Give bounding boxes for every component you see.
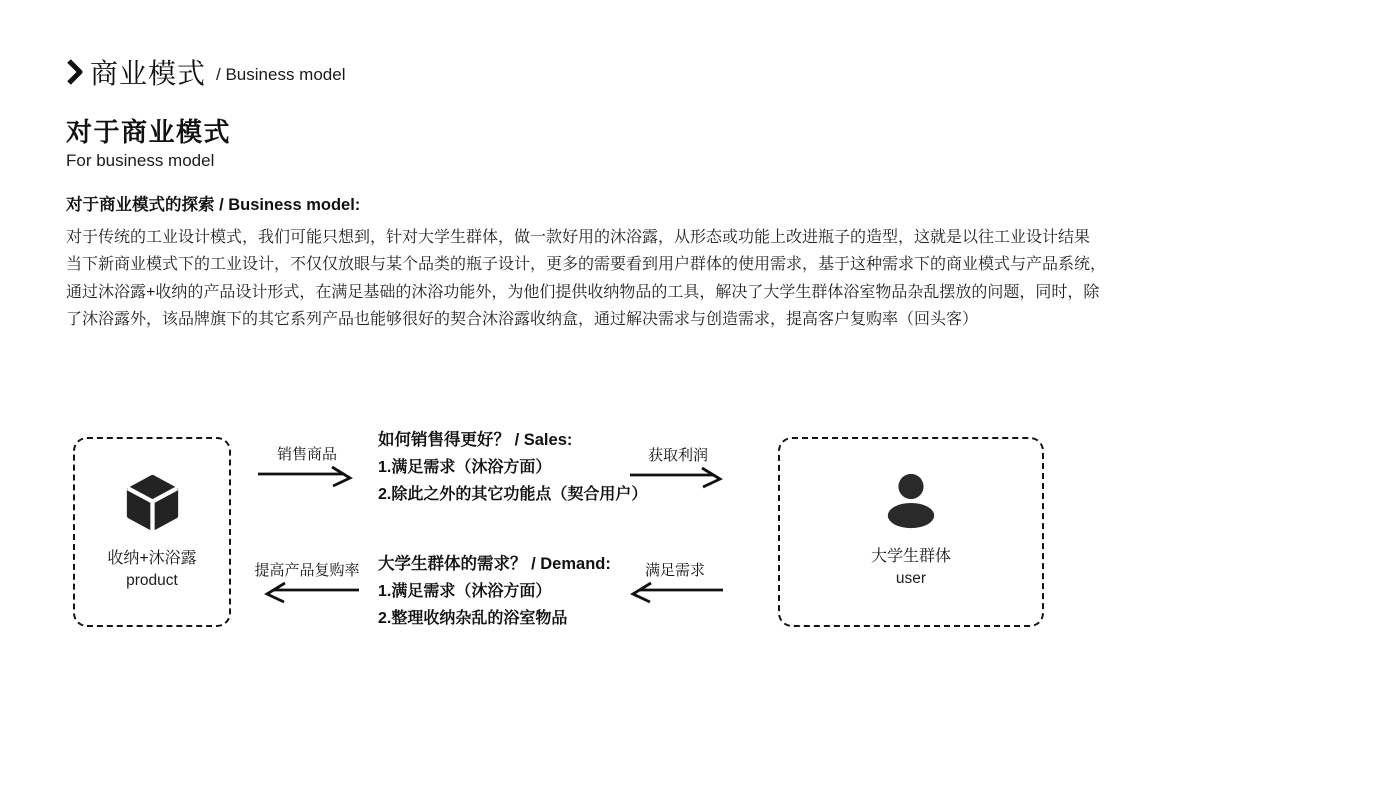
paragraph-line: 对于传统的工业设计模式，我们可能只想到，针对大学生群体，做一款好用的沐浴露，从形态或功能上改进瓶子的造型，这就是以往工业设计结果 xyxy=(66,229,1091,246)
paragraph-line: 当下新商业模式下的工业设计，不仅仅放眼与某个品类的瓶子设计，更多的需要看到用户群体的使用需求，基于这种需求下的商业模式与产品系统， xyxy=(66,256,1107,274)
sales-item: 1.满足需求（沐浴方面） xyxy=(378,459,552,476)
arrow-left-icon xyxy=(626,581,724,604)
demand-title: 大学生群体的需求？ / Demand: xyxy=(378,555,611,573)
product-box-label-zh: 收纳+沐浴露 xyxy=(107,550,197,567)
cube-icon xyxy=(124,473,181,530)
product-box-label-en: product xyxy=(126,572,178,589)
arrow-sell-label: 销售商品 xyxy=(276,446,337,463)
arrow-sell-goods xyxy=(257,446,357,488)
user-box-label-zh: 大学生群体 xyxy=(870,548,951,565)
arrow-raise-repurchase xyxy=(250,562,364,604)
paragraph-heading: 对于商业模式的探索 / Business model: xyxy=(66,196,361,214)
header-title-en: / Business model xyxy=(216,65,346,84)
arrow-repurchase-label: 提高产品复购率 xyxy=(254,562,360,579)
body-paragraph xyxy=(66,191,1106,334)
sales-item: 2.除此之外的其它功能点（契合用户） xyxy=(378,486,648,503)
demand-item: 2.整理收纳杂乱的浴室物品 xyxy=(378,610,568,627)
page-header xyxy=(64,52,345,92)
user-box-label xyxy=(871,545,951,590)
paragraph-line: 通过沐浴露+收纳的产品设计形式，在满足基础的沐浴功能外，为他们提供收纳物品的工具，解决了大学生群体浴室物品杂乱摆放的问题，同时，除 xyxy=(66,283,1100,301)
section-title: 对于商业模式 xyxy=(66,117,232,147)
paragraph-line: 了沐浴露外，该品牌旗下的其它系列产品也能够很好的契合沐浴露收纳盒，通过解决需求与创造需求，提高客户复购率（回头客） xyxy=(66,311,979,329)
user-box xyxy=(778,437,1044,627)
arrow-right-icon xyxy=(257,465,357,488)
sales-block xyxy=(378,427,647,508)
person-icon xyxy=(880,472,942,532)
user-box-label-en: user xyxy=(895,570,927,587)
header-title-zh: 商业模式 xyxy=(90,58,207,89)
chevron-right-icon xyxy=(64,57,86,87)
demand-block xyxy=(378,551,611,632)
demand-item: 1.满足需求（沐浴方面） xyxy=(378,583,552,600)
product-box xyxy=(73,437,231,627)
arrow-satisfy-label: 满足需求 xyxy=(644,562,705,579)
product-box-label xyxy=(107,547,196,592)
arrow-left-icon xyxy=(254,581,360,604)
sales-title: 如何销售得更好？ / Sales: xyxy=(378,431,573,449)
arrow-satisfy-demand xyxy=(626,562,724,604)
section-subtitle: For business model xyxy=(66,151,215,170)
arrow-profit-label: 获取利润 xyxy=(647,447,708,464)
